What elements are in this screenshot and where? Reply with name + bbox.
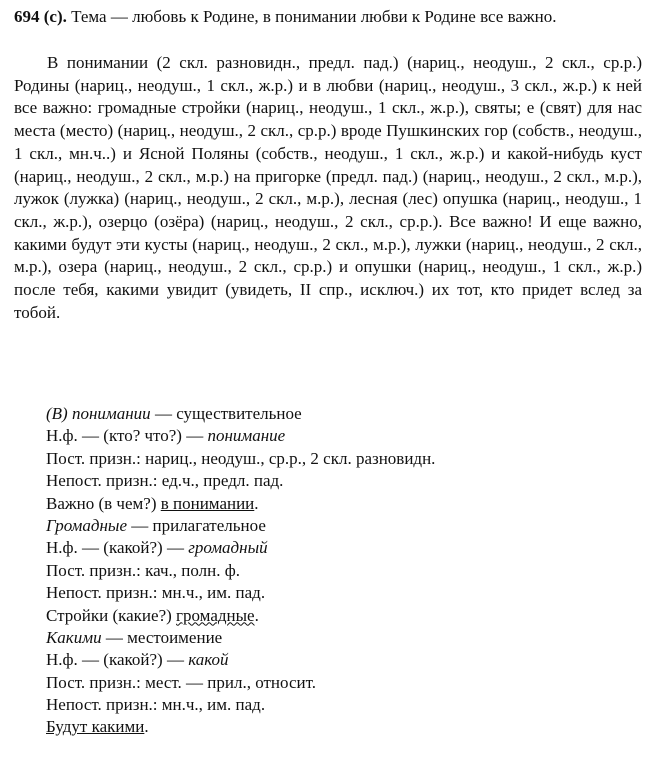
analysis-label: Н.ф. — (кто? что?) — (46, 426, 208, 446)
analysis-label: Важно (в чем?) (46, 493, 161, 513)
analysis-word: (В) понимании (46, 404, 151, 423)
analysis-line (46, 649, 646, 671)
analysis-line: Пост. призн.: мест. — прил., относит. (46, 672, 316, 692)
analysis-line: Пост. призн.: нариц., неодуш., ср.р., 2 скл. разновидн. (46, 448, 436, 468)
analysis-line (46, 425, 646, 447)
analysis-pos: — местоимение (101, 627, 223, 647)
analysis-label: Стройки (какие?) (46, 605, 177, 625)
analysis-value: какой (188, 650, 229, 670)
analysis-line (46, 605, 646, 627)
analysis-line (46, 403, 646, 425)
analysis-tail: . (254, 605, 259, 625)
main-text-paragraph: В понимании (2 скл. разновидн., предл. пад.) (нариц., неодуш., 2 скл., ср.р.) Родины (нариц., неодуш., 1 скл., ж.р.) и в любви (нариц., неодуш., 3 скл., ж.р.) к ней все важно: громадные стройки (нариц., неодуш., 1 скл., ж.р.), святы; е (свят) для нас места (место) (нариц., неодуш., 2 скл., ср.р.) вроде Пушкинских гор (собств., неодуш., 1 скл., мн.ч..) и Ясной Поляны (собств., неодуш., 1 скл., ж.р.) и какой-нибудь куст (нариц., неодуш., 2 скл., м.р.) на пригорке (предл. пад.) (нариц., неодуш., 2 скл., м.р.), лужок (лужка) (нариц., неодуш., 2 скл., м.р.), лесная (лес) опушка (нариц., неодуш., 1 скл., ж.р.), озерцо (озёра) (нариц., неодуш., 2 скл., ср.р.). Все важно! И еще важно, какими будут эти кусты (нариц., неодуш., 2 скл., м.р.), лужки (нариц., неодуш., 2 скл., м.р.), озера (нариц., неодуш., 2 скл., ср.р.) и опушки (нариц., неодуш., 1 скл., ж.р.) после тебя, какими увидит (увидеть, II спр., исключ.) их тот, кто придет вслед за тобой. (14, 53, 642, 322)
analysis-underlined: в понимании (160, 493, 255, 513)
analysis-tail: . (254, 493, 259, 513)
analysis-value: громадный (188, 538, 268, 558)
analysis-tail: . (144, 717, 149, 737)
exercise-topic: Тема — любовь к Родине, в понимании любви к Родине все важно. (71, 7, 557, 26)
analysis-line (46, 627, 646, 649)
exercise-number: 694 (с). (14, 7, 67, 26)
analysis-word: Какими (46, 627, 102, 647)
analysis-line: Непост. призн.: ед.ч., предл. пад. (46, 471, 284, 491)
analysis-pos: — прилагательное (127, 515, 266, 535)
analysis-line (46, 716, 646, 738)
exercise-header (14, 6, 642, 29)
morphological-analysis (46, 403, 646, 739)
analysis-line (46, 537, 646, 559)
analysis-line: Пост. призн.: кач., полн. ф. (46, 560, 241, 580)
exercise-main-text (14, 52, 642, 324)
analysis-label: Н.ф. — (какой?) — (46, 650, 189, 670)
analysis-value: понимание (207, 426, 286, 446)
analysis-underlined: Будут какими (46, 717, 145, 737)
analysis-pos: — существительное (150, 404, 302, 423)
analysis-line (46, 515, 646, 537)
analysis-underlined: громадные (176, 605, 255, 625)
analysis-line (46, 493, 646, 515)
analysis-line: Непост. призн.: мн.ч., им. пад. (46, 583, 266, 603)
analysis-line: Непост. призн.: мн.ч., им. пад. (46, 695, 266, 715)
analysis-label: Н.ф. — (какой?) — (46, 538, 189, 558)
analysis-word: Громадные (46, 515, 127, 535)
